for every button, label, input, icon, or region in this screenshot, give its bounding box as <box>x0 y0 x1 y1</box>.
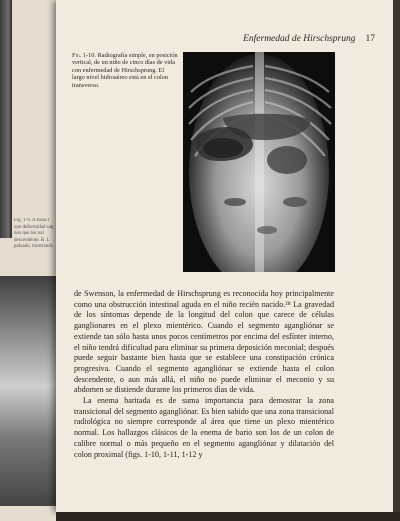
previous-page-xray-top <box>0 0 12 238</box>
page-number: 17 <box>365 34 375 44</box>
running-head <box>243 34 375 44</box>
xray-svg <box>183 52 335 272</box>
figure-caption <box>72 52 178 89</box>
previous-page-caption <box>14 218 58 251</box>
bottom-page-edge <box>56 512 400 521</box>
running-title: Enfermedad de Hirschsprung <box>243 34 356 44</box>
previous-page <box>0 0 60 521</box>
previous-caption-line: descendente. B. L <box>14 237 50 243</box>
previous-caption-line: que deformidad sag <box>14 224 54 230</box>
body-paragraph: de Swenson, la enfermedad de Hirschsprung es reconocida hoy principalmente como una obstrucción intestinal aguda en el niño recién nacido.²⁸ La gravedad de los síntomas depende de la longitud del colon que carece de células ganglionares en el plexo mientérico. Cuando el segmento agangliónar se extiende tan sólo hasta unos pocos centímetros por encima del esfínter interno, el niño tendrá dificultad para eliminar su primera deposición meconial; después puede seguir bastante bien hasta que se establece una constipación crónica progresiva. Cuando el segmento agangliónar se extiende hasta el colon descendente, o aun más allá, el niño no puede eliminar el meconio y su abdomen se distiende durante los primeros días de vida. <box>74 289 334 395</box>
previous-caption-line: pulsado, mostrando <box>14 244 54 249</box>
right-page-edge <box>393 0 400 521</box>
previous-caption-line: Fig. 1-9. A Rosa f <box>14 218 50 223</box>
body-text <box>74 289 334 460</box>
figure-caption-text: Radiografía simple, en posición vertical, de un niño de cinco días de vida con enfermedad de Hirschsprung. El largo nivel hidroaéreo está en el colon transverso. <box>72 52 178 89</box>
book-page <box>56 0 393 512</box>
figure-label: Fig. 1-10. <box>72 52 96 59</box>
previous-page-xray-bottom <box>0 276 58 506</box>
body-paragraph: La enema baritada es de suma importancia para demostrar la zona transicional del segmento agangliónar. Es bien sabido que una zona transicional radiológica no siempre corresponde al área que tiene un plexo mientérico normal. Los hallazgos clásicos de la enema de bario son los de un colon de calibre normal o más pequeño en el segmento agangliónar y dilatación del colon proximal (figs. 1-10, 1-11, 1-12 y <box>74 396 334 459</box>
previous-caption-line: nos que los nal <box>14 231 44 236</box>
xray-image <box>183 52 335 272</box>
